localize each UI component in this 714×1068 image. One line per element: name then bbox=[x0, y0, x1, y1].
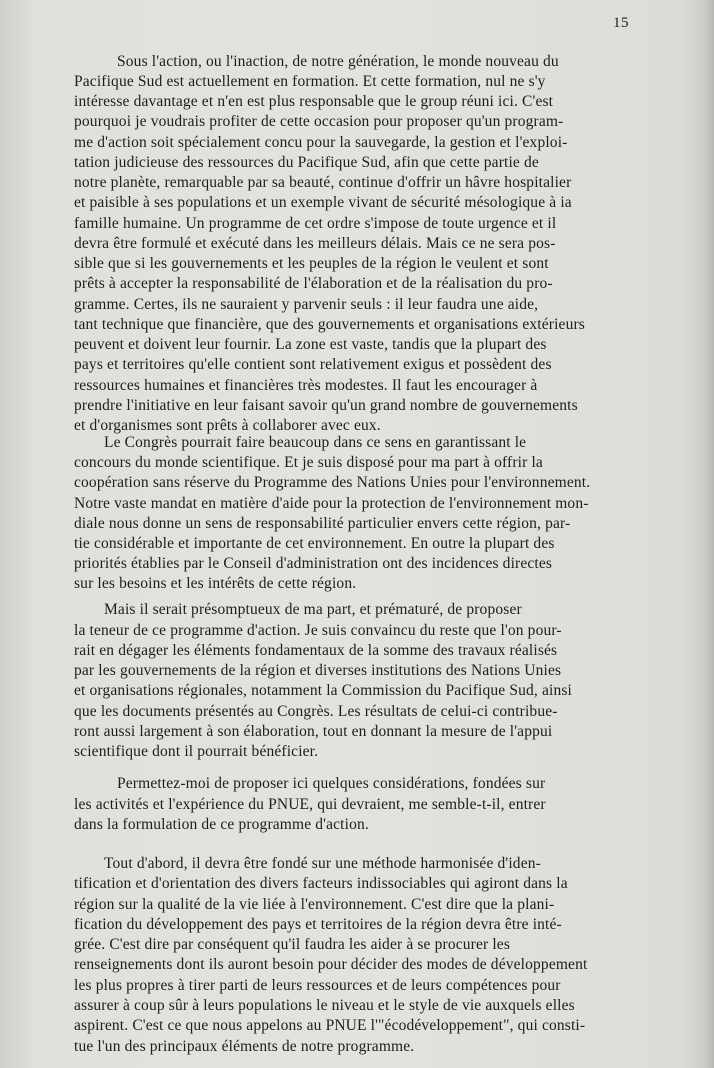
text-line: rait en dégager les éléments fondamentaux de la somme des travaux réalisés bbox=[74, 642, 558, 659]
text-line: intéresse davantage et n'en est plus responsable que le group réuni ici. C'est bbox=[74, 93, 554, 110]
text-line: Sous l'action, ou l'inaction, de notre génération, le monde nouveau du bbox=[117, 53, 559, 70]
text-line: Permettez-moi de proposer ici quelques considérations, fondées sur bbox=[117, 775, 546, 792]
text-line: Pacifique Sud est actuellement en formation. Et cette formation, nul ne s'y bbox=[74, 73, 546, 90]
text-line: ront aussi largement à son élaboration, tout en donnant la mesure de l'appui bbox=[74, 723, 553, 740]
text-line: tie considérable et importante de cet environnement. En outre la plupart des bbox=[74, 535, 555, 552]
text-line: que les documents présentés au Congrès. Les résultats de celui-ci contribue- bbox=[74, 703, 558, 720]
text-line: grée. C'est dire par conséquent qu'il faudra les aider à se procurer les bbox=[74, 936, 510, 953]
page-number: 15 bbox=[613, 15, 629, 31]
text-line: sible que si les gouvernements et les peuples de la région le veulent et sont bbox=[74, 255, 549, 272]
text-line: pourquoi je voudrais profiter de cette occasion pour proposer qu'un program- bbox=[74, 113, 564, 130]
text-line: famille humaine. Un programme de cet ordre s'impose de toute urgence et il bbox=[74, 215, 557, 232]
text-line: gramme. Certes, ils ne sauraient y parvenir seuls : il leur faudra une aide, bbox=[74, 296, 539, 313]
text-line: tue l'un des principaux éléments de notre programme. bbox=[74, 1038, 415, 1055]
text-line: scientifique dont il pourrait bénéficier. bbox=[74, 743, 319, 760]
text-line: diale nous donne un sens de responsabilité particulier envers cette région, par- bbox=[74, 515, 571, 532]
text-line: concours du monde scientifique. Et je suis disposé pour ma part à offrir la bbox=[74, 454, 543, 471]
text-line: renseignements dont ils auront besoin pour décider des modes de développement bbox=[74, 956, 588, 973]
text-line: peuvent et doivent leur fournir. La zone est vaste, tandis que la plupart des bbox=[74, 336, 547, 353]
text-line: tant technique que financière, que des gouvernements et organisations extérieurs bbox=[74, 316, 585, 333]
text-line: Mais il serait présomptueux de ma part, et prématuré, de proposer bbox=[104, 601, 522, 618]
text-line: par les gouvernements de la région et diverses institutions des Nations Unies bbox=[74, 662, 562, 679]
text-line: prendre l'initiative en leur faisant savoir qu'un grand nombre de gouvernements bbox=[74, 397, 578, 414]
text-line: et d'organismes sont prêts à collaborer avec eux. bbox=[74, 417, 381, 434]
text-line: coopération sans réserve du Programme des Nations Unies pour l'environnement. bbox=[74, 474, 591, 491]
text-line: les activités et l'expérience du PNUE, qui devraient, me semble-t-il, entrer bbox=[74, 796, 546, 813]
text-line: me d'action soit spécialement concu pour la sauvegarde, la gestion et l'exploi- bbox=[74, 134, 568, 151]
text-line: et organisations régionales, notamment la Commission du Pacifique Sud, ainsi bbox=[74, 682, 573, 699]
text-line: devra être formulé et exécuté dans les meilleurs délais. Mais ce ne sera pos- bbox=[74, 235, 556, 252]
text-line: région sur la qualité de la vie liée à l'environnement. C'est dire que la plani- bbox=[74, 896, 555, 913]
text-line: fication du développement des pays et territoires de la région devra être inté- bbox=[74, 916, 562, 933]
text-line: assurer à coup sûr à leurs populations le niveau et le style de vie auxquels elles bbox=[74, 997, 575, 1014]
text-line: la teneur de ce programme d'action. Je suis convaincu du reste que l'on pour- bbox=[74, 622, 562, 639]
text-line: aspirent. C'est ce que nous appelons au PNUE l'"écodéveloppement", qui consti- bbox=[74, 1017, 586, 1034]
text-line: sur les besoins et les intérêts de cette région. bbox=[74, 575, 357, 592]
text-line: et paisible à ses populations et un exemple vivant de sécurité mésologique à ia bbox=[74, 194, 572, 211]
text-line: Notre vaste mandat en matière d'aide pour la protection de l'environnement mon- bbox=[74, 495, 589, 512]
text-line: Tout d'abord, il devra être fondé sur une méthode harmonisée d'iden- bbox=[104, 855, 541, 872]
text-line: priorités établies par le Conseil d'administration ont des incidences directes bbox=[74, 555, 553, 572]
text-line: dans la formulation de ce programme d'action. bbox=[74, 816, 369, 833]
text-line: notre planète, remarquable par sa beauté, continue d'offrir un hâvre hospitalier bbox=[74, 174, 572, 191]
text-line: prêts à accepter la responsabilité de l'élaboration et de la réalisation du pro- bbox=[74, 275, 553, 292]
text-line: les plus propres à tirer parti de leurs ressources et de leurs compétences pour bbox=[74, 977, 561, 994]
text-line: Le Congrès pourrait faire beaucoup dans ce sens en garantissant le bbox=[104, 434, 527, 451]
text-line: pays et territoires qu'elle contient sont relativement exigus et possèdent des bbox=[74, 356, 552, 373]
text-line: ressources humaines et financières très modestes. Il faut les encourager à bbox=[74, 377, 538, 394]
page-edge-shadow bbox=[702, 0, 714, 1068]
text-line: tation judicieuse des ressources du Pacifique Sud, afin que cette partie de bbox=[74, 154, 539, 171]
text-line: tification et d'orientation des divers facteurs indissociables qui agiront dans la bbox=[74, 875, 568, 892]
